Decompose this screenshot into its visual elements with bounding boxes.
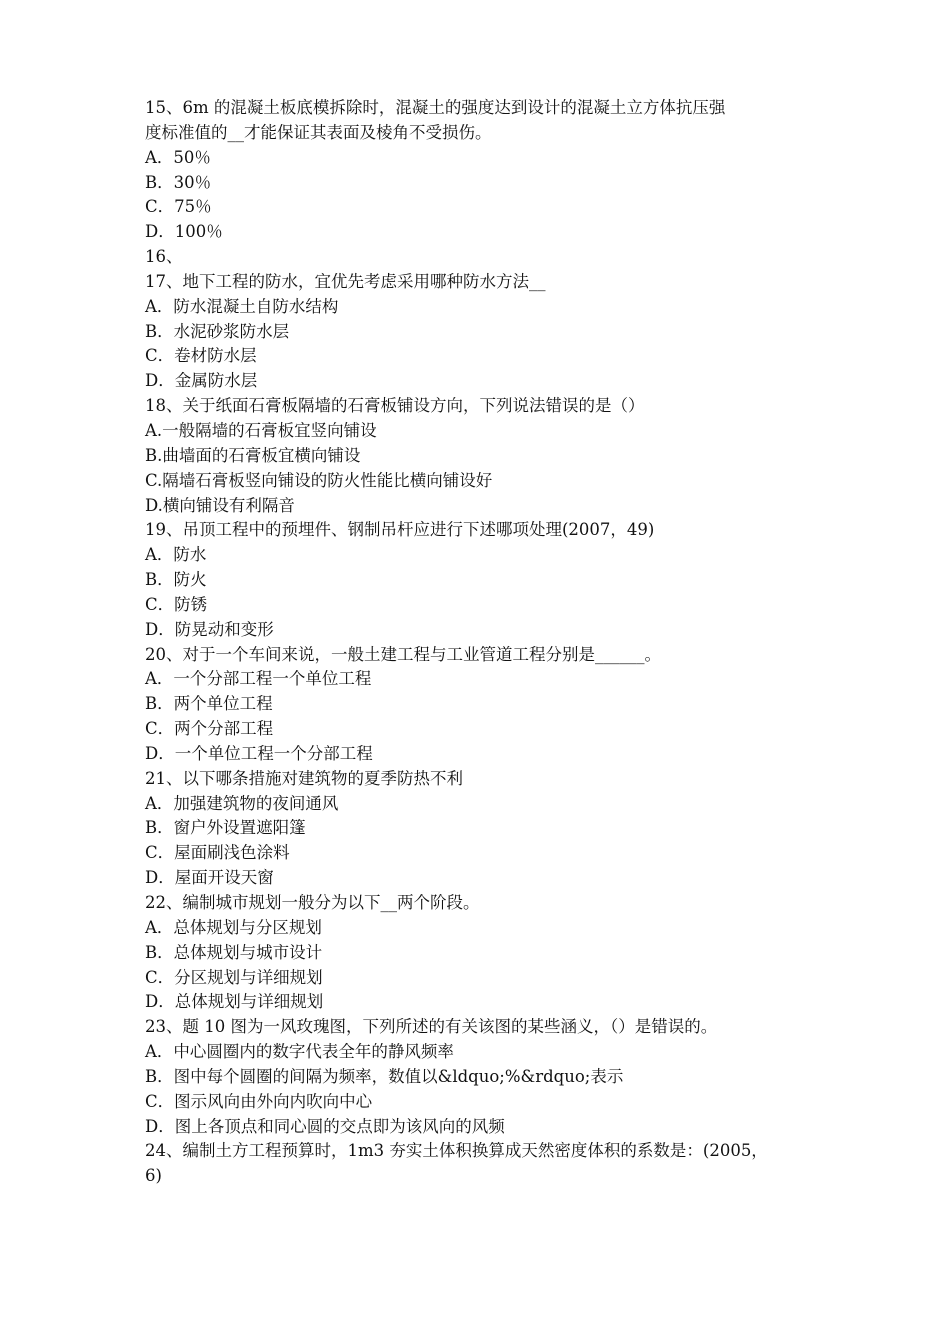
question-line: 21、以下哪条措施对建筑物的夏季防热不利 [145, 768, 463, 788]
option-line: C．防锈 [145, 594, 208, 614]
option-line: C．卷材防水层 [145, 346, 257, 366]
option-line: B．两个单位工程 [145, 694, 273, 714]
option-line: A．中心圆圈内的数字代表全年的静风频率 [145, 1042, 454, 1062]
option-line: D.横向铺设有利隔音 [145, 495, 295, 515]
option-line: B．防火 [145, 570, 207, 590]
option-line: D．总体规划与详细规划 [145, 992, 324, 1012]
option-line: C．75％ [145, 197, 212, 217]
option-line: A．防水混凝土自防水结构 [145, 296, 339, 316]
option-line: B．30％ [145, 172, 212, 192]
question-list [145, 96, 810, 1189]
question-line: 20、对于一个车间来说，一般土建工程与工业管道工程分别是______。 [145, 644, 661, 664]
option-line: A.一般隔墙的石膏板宜竖向铺设 [145, 420, 377, 440]
option-line: D．屋面开设天窗 [145, 868, 274, 888]
question-line: 16、 [145, 247, 183, 267]
option-line: C．屋面刷浅色涂料 [145, 843, 290, 863]
question-line: 18、关于纸面石膏板隔墙的石膏板铺设方向，下列说法错误的是（） [145, 396, 645, 416]
option-line: D．一个单位工程一个分部工程 [145, 743, 373, 763]
option-line: B.曲墙面的石膏板宜横向铺设 [145, 445, 361, 465]
option-line: C.隔墙石膏板竖向铺设的防火性能比横向铺设好 [145, 470, 493, 490]
option-line: D．防晃动和变形 [145, 619, 274, 639]
option-line: A．50％ [145, 147, 211, 167]
document-page [145, 96, 810, 1189]
option-line: B．窗户外设置遮阳篷 [145, 818, 306, 838]
question-line: 22、编制城市规划一般分为以下__两个阶段。 [145, 893, 480, 912]
option-line: A．防水 [145, 545, 207, 565]
option-line: A．加强建筑物的夜间通风 [145, 793, 339, 813]
question-line: 19、吊顶工程中的预埋件、钢制吊杆应进行下述哪项处理(2007，49) [145, 520, 655, 540]
option-line: B．图中每个圆圈的间隔为频率，数值以&ldquo;%&rdquo;表示 [145, 1066, 624, 1086]
option-line: A．总体规划与分区规划 [145, 917, 322, 937]
option-line: D．金属防水层 [145, 371, 258, 391]
question-line: 23、题 10 图为一风玫瑰图，下列所述的有关该图的某些涵义，（）是错误的。 [145, 1017, 718, 1037]
question-line-continued: 度标准值的__才能保证其表面及棱角不受损伤。 [145, 122, 492, 142]
option-line: C．分区规划与详细规划 [145, 967, 323, 987]
option-line: B．水泥砂浆防水层 [145, 321, 290, 341]
option-line: D．图上各顶点和同心圆的交点即为该风向的风频 [145, 1116, 505, 1136]
option-line: C．图示风向由外向内吹向中心 [145, 1091, 373, 1111]
question-line-continued: 6) [145, 1166, 162, 1186]
question-line: 17、地下工程的防水，宜优先考虑采用哪种防水方法__ [145, 271, 546, 291]
option-line: C．两个分部工程 [145, 719, 274, 739]
option-line: B．总体规划与城市设计 [145, 942, 323, 962]
question-line: 15、6m 的混凝土板底模拆除时，混凝土的强度达到设计的混凝土立方体抗压强 [145, 98, 726, 117]
option-line: D．100％ [145, 222, 223, 242]
question-line: 24、编制土方工程预算时，1m3 夯实土体积换算成天然密度体积的系数是：(2005， [145, 1141, 768, 1161]
option-line: A．一个分部工程一个单位工程 [145, 669, 372, 689]
